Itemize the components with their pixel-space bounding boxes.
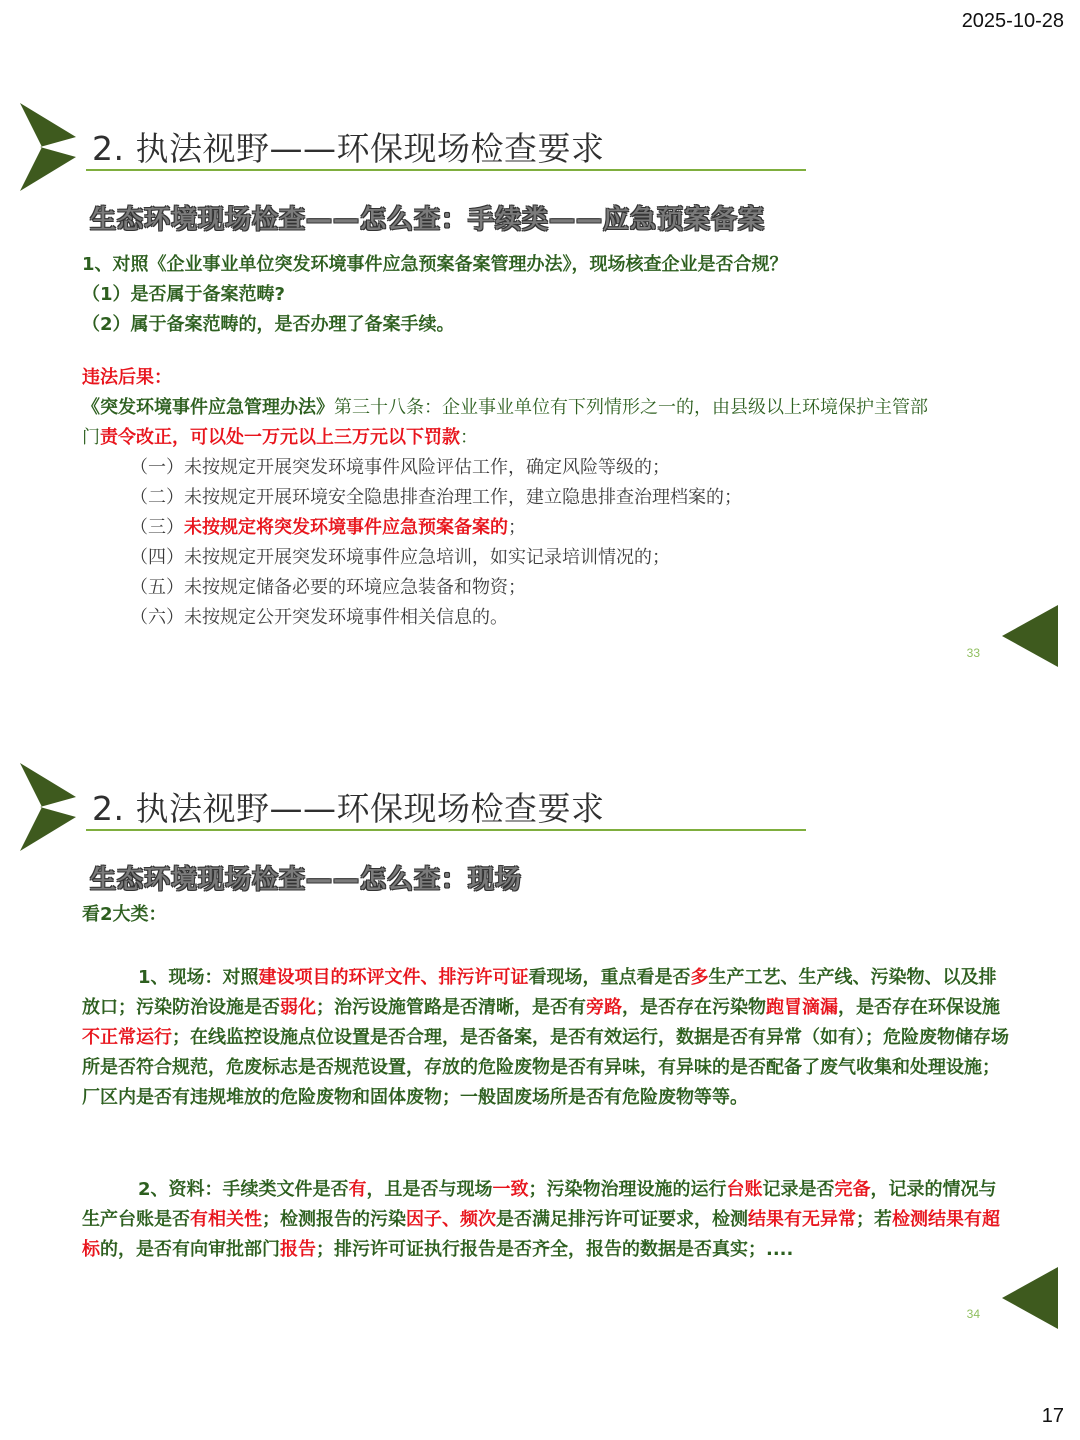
p2-text: 记录是否	[762, 1179, 835, 1200]
p1-text: ，是否存在环保设施	[838, 997, 1000, 1018]
p1-text: ，是否存在污染物	[622, 997, 766, 1018]
law-penalty: 责令改正，可以处一万元以上三万元以下罚款	[100, 427, 460, 448]
p2-text: ，且是否与现场	[366, 1179, 493, 1200]
p1-red: 弱化	[280, 997, 316, 1018]
p1-red: 旁路	[586, 997, 622, 1018]
document-date: 2025-10-28	[961, 10, 1064, 32]
p2-text: ；排污许可证执行报告是否齐全，报告的数据是否真实；....	[316, 1239, 794, 1260]
slide-subtitle: 生态环境现场检查——怎么查：手续类——应急预案备案	[90, 205, 766, 235]
list-item: （六）未按规定公开突发环境事件相关信息的。	[130, 607, 508, 628]
p2-red: 检测结果有超标	[82, 1209, 1000, 1260]
item3-red: 未按规定将突发环境事件应急预案备案的	[184, 517, 508, 538]
chevron-arrow-icon	[20, 103, 76, 191]
p2-red: 结果有无异常	[748, 1209, 856, 1230]
slide-number: 33	[966, 646, 980, 660]
p1-red: 不正常运行	[82, 1027, 172, 1048]
intro-text	[82, 900, 1012, 930]
p1-text: 生产工艺、生产线、污染物、以及排放口；污染防治设施是否	[82, 967, 997, 1018]
question-2: （2）属于备案范畴的，是否办理了备案手续。	[82, 314, 455, 335]
p2-red: 有相关性	[190, 1209, 262, 1230]
law-text-suffix: ：	[460, 427, 478, 448]
main-question: 1、对照《企业事业单位突发环境事件应急预案备案管理办法》，现场核查企业是否合规？	[82, 254, 788, 275]
list-item: （二）未按规定开展环境安全隐患排查治理工作，建立隐患排查治理档案的；	[130, 487, 742, 508]
item3-prefix: （三）	[130, 517, 184, 538]
slide-33	[0, 95, 1080, 715]
slide-number: 34	[966, 1307, 980, 1321]
p1-text: 看现场，重点看是否	[528, 967, 691, 988]
p2-text: 2、资料：手续类文件是否	[138, 1179, 349, 1200]
p2-red: 因子、频次	[406, 1209, 496, 1230]
paragraph-documents	[82, 1175, 1012, 1265]
p2-red: 一致	[492, 1179, 529, 1200]
consequence-label: 违法后果：	[82, 367, 172, 388]
triangle-left-icon	[1002, 605, 1058, 667]
list-item-highlight	[82, 513, 1012, 543]
slide-subtitle: 生态环境现场检查——怎么查：现场	[90, 865, 523, 895]
list-item: （四）未按规定开展突发环境事件应急培训，如实记录培训情况的；	[130, 547, 670, 568]
item3-suffix: ；	[508, 517, 526, 538]
p1-text: ；治污设施管路是否清晰，是否有	[316, 997, 586, 1018]
list-item: （五）未按规定储备必要的环境应急装备和物资；	[130, 577, 526, 598]
law-text-prefix: 门	[82, 427, 100, 448]
question-1: （1）是否属于备案范畴?	[82, 284, 285, 305]
paragraph-site	[82, 963, 1012, 1113]
p2-text: ；检测报告的污染	[262, 1209, 406, 1230]
page-number: 17	[1041, 1405, 1064, 1427]
p2-red: 有	[348, 1179, 367, 1200]
p2-red: 台账	[726, 1179, 763, 1200]
triangle-left-icon	[1002, 1267, 1058, 1329]
p2-text: ；若	[856, 1209, 892, 1230]
title-rule	[86, 829, 806, 831]
slide-34	[0, 755, 1080, 1375]
p2-text: ；污染物治理设施的运行	[528, 1179, 727, 1200]
law-paragraph	[82, 393, 1012, 423]
p2-text: 的，是否有向审批部门	[100, 1239, 280, 1260]
p1-red: 建设项目的环评文件、排污许可证	[258, 967, 529, 988]
p1-text: ；在线监控设施点位设置是否合理，是否备案，是否有效运行，数据是否有异常（如有）；危险废物储存场所是否符合规范，危废标志是否规范设置，存放的危险废物是否有异味，有异味的是否配备了废气收集和处理设施；厂区内是否有违规堆放的危险废物和固体废物；一般固废场所是否有危险废物等等。	[82, 1027, 1009, 1108]
intro-label: 看2大类：	[82, 904, 167, 925]
p1-text: 1、现场：对照	[138, 967, 259, 988]
p2-red: 报告	[280, 1239, 316, 1260]
slide-title: 2. 执法视野——环保现场检查要求	[92, 129, 605, 168]
law-name: 《突发环境事件应急管理办法》	[82, 397, 334, 418]
p2-red: 完备	[834, 1179, 871, 1200]
consequence-block	[82, 363, 1012, 633]
chevron-arrow-icon	[20, 763, 76, 851]
list-item: （一）未按规定开展突发环境事件风险评估工作，确定风险等级的；	[130, 457, 670, 478]
law-paragraph-2	[82, 423, 1012, 453]
slide-title: 2. 执法视野——环保现场检查要求	[92, 789, 605, 828]
p1-red: 跑冒滴漏	[766, 997, 838, 1018]
p2-text: 是否满足排污许可证要求，检测	[496, 1209, 748, 1230]
question-block	[82, 250, 1012, 340]
p2-text: ，记录的情况与生产台账是否	[82, 1179, 997, 1230]
p1-red: 多	[690, 967, 709, 988]
law-text: 第三十八条：企业事业单位有下列情形之一的，由县级以上环境保护主管部	[334, 397, 928, 418]
title-rule	[86, 169, 806, 171]
